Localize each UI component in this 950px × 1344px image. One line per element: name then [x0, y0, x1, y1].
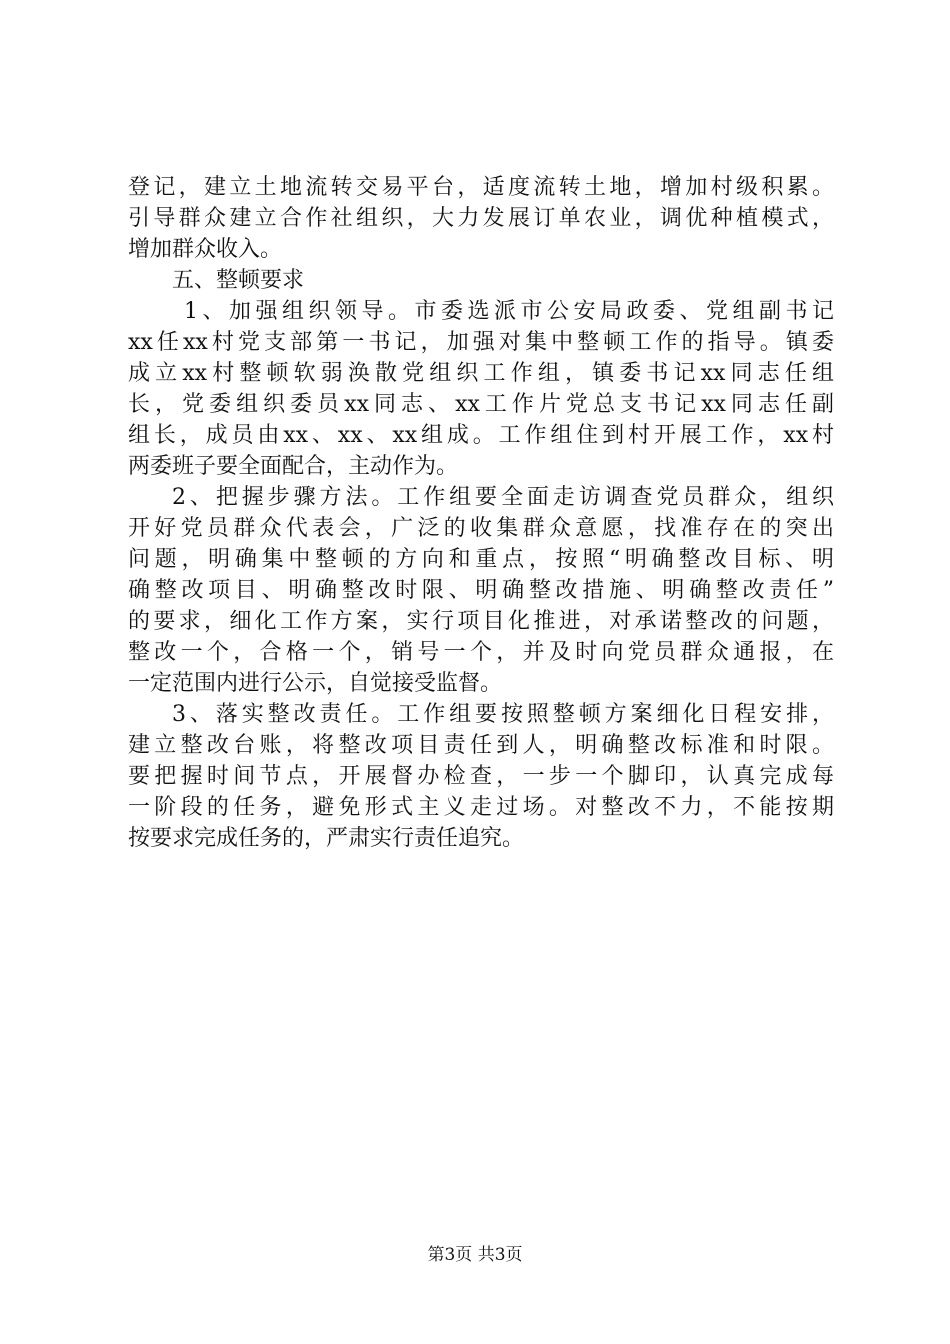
text-line: 要把握时间节点，开展督办检查，一步一个脚印，认真完成每: [128, 764, 834, 789]
text-line: 引导群众建立合作社组织，大力发展订单农业，调优种植模式，: [128, 206, 834, 231]
text-line: 问题，明确集中整顿的方向和重点，按照“明确整改目标、明: [128, 547, 834, 572]
text-line: xx任xx村党支部第一书记，加强对集中整顿工作的指导。镇委: [128, 330, 834, 355]
text-line: 组长，成员由xx、xx、xx组成。工作组住到村开展工作，xx村: [128, 423, 834, 448]
text-line: 两委班子要全面配合，主动作为。: [128, 454, 459, 479]
text-line: 成立xx村整顿软弱涣散党组织工作组，镇委书记xx同志任组: [128, 361, 834, 386]
text-line: 开好党员群众代表会，广泛的收集群众意愿，找准存在的突出: [128, 516, 834, 541]
text-line: 3、落实整改责任。工作组要按照整顿方案细化日程安排，: [172, 702, 834, 727]
page-footer: 第3页 共3页: [427, 1245, 523, 1265]
document-body: [128, 172, 834, 854]
text-line: 增加群众收入。: [128, 237, 283, 262]
text-line: 1、加强组织领导。市委选派市公安局政委、党组副书记: [184, 299, 834, 324]
text-line: 按要求完成任务的，严肃实行责任追究。: [128, 826, 525, 851]
text-line: 整改一个，合格一个，销号一个，并及时向党员群众通报，在: [128, 640, 834, 665]
text-line: 一定范围内进行公示，自觉接受监督。: [128, 671, 503, 696]
text-line: 长，党委组织委员xx同志、xx工作片党总支书记xx同志任副: [128, 392, 834, 417]
text-line: 建立整改台账，将整改项目责任到人，明确整改标准和时限。: [128, 733, 834, 758]
text-line: 一阶段的任务，避免形式主义走过场。对整改不力，不能按期: [128, 795, 834, 820]
text-line: 的要求，细化工作方案，实行项目化推进，对承诺整改的问题，: [128, 609, 834, 634]
text-line: 登记，建立土地流转交易平台，适度流转土地，增加村级积累。: [128, 175, 834, 200]
text-line: 确整改项目、明确整改时限、明确整改措施、明确整改责任”: [128, 578, 834, 603]
text-line: 2、把握步骤方法。工作组要全面走访调查党员群众，组织: [172, 485, 834, 510]
section-heading: 五、整顿要求: [172, 268, 305, 293]
